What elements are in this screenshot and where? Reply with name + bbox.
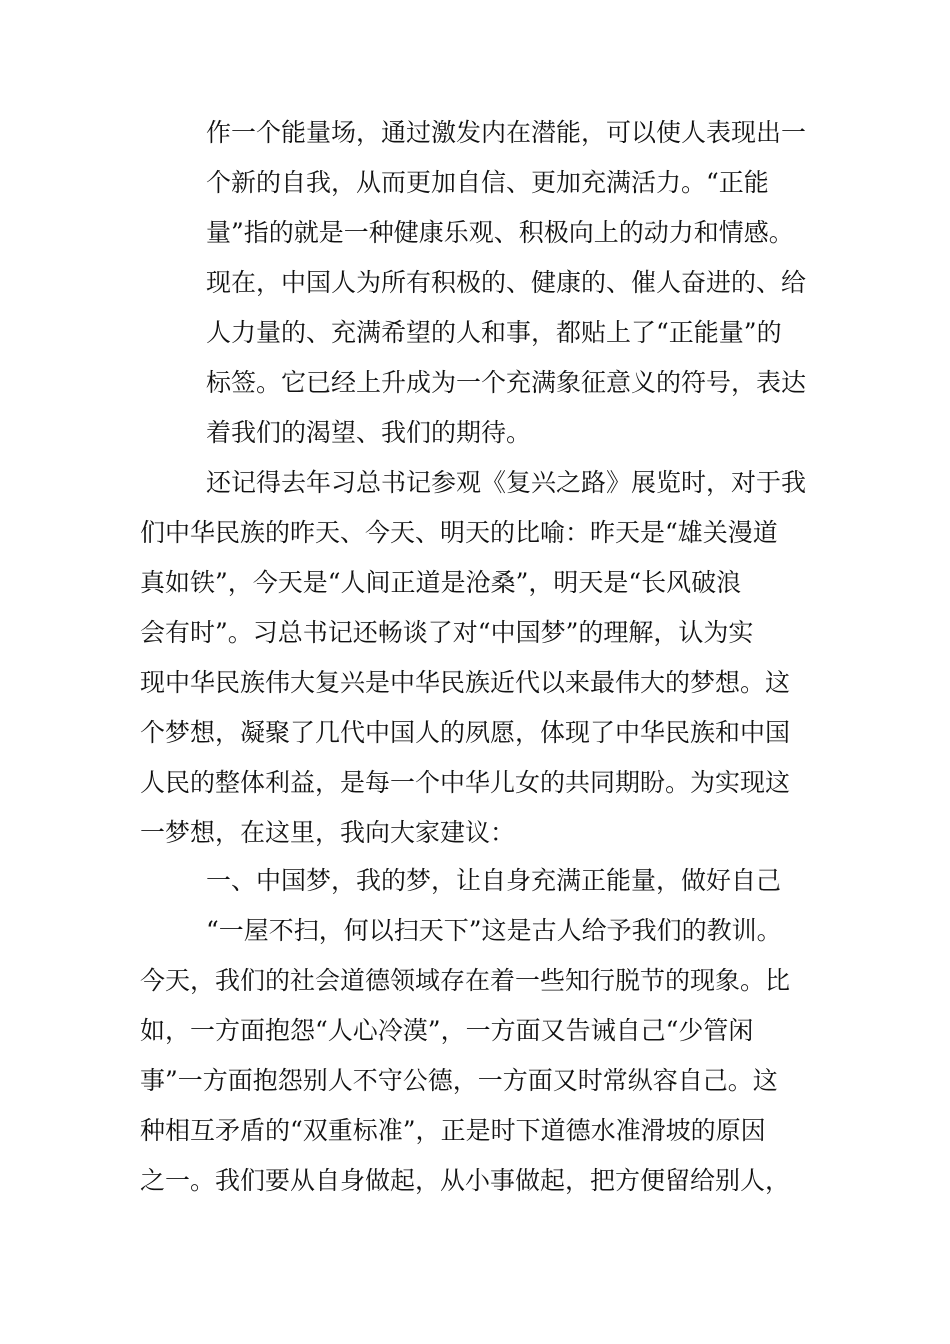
text-line: 着我们的渴望、我们的期待。 xyxy=(206,418,532,447)
paragraph-first-line: 还记得去年习总书记参观《复兴之路》展览时，对于我 xyxy=(206,468,807,497)
text-line: 种相互矛盾的“双重标准”，正是时下道德水准滑坡的原因 xyxy=(140,1116,766,1145)
text-line: 个梦想，凝聚了几代中国人的夙愿，体现了中华民族和中国 xyxy=(140,718,791,747)
text-line: 人民的整体利益，是每一个中华儿女的共同期盼。为实现这 xyxy=(140,768,791,797)
text-line: 现中华民族伟大复兴是中华民族近代以来最伟大的梦想。这 xyxy=(140,668,791,697)
text-line: 们中华民族的昨天、今天、明天的比喻：昨天是“雄关漫道 xyxy=(140,518,778,547)
section-heading: 一、中国梦，我的梦，让自身充满正能量，做好自己 xyxy=(206,866,782,895)
text-line: 个新的自我，从而更加自信、更加充满活力。“正能 xyxy=(206,168,769,197)
text-line: 如，一方面抱怨“人心冷漠”，一方面又告诫自己“少管闲 xyxy=(140,1016,754,1045)
paragraph-first-line: “一屋不扫，何以扫天下”这是古人给予我们的教训。 xyxy=(206,916,782,945)
text-line: 现在，中国人为所有积极的、健康的、催人奋进的、给 xyxy=(206,268,807,297)
text-line: 真如铁”，今天是“人间正道是沧桑”，明天是“长风破浪 xyxy=(140,568,742,597)
text-line: 事”一方面抱怨别人不守公德，一方面又时常纵容自己。这 xyxy=(140,1066,778,1095)
text-line: 会有时”。习总书记还畅谈了对“中国梦”的理解，认为实 xyxy=(140,618,754,647)
text-line: 人力量的、充满希望的人和事，都贴上了“正能量”的 xyxy=(206,318,782,347)
text-line: 标签。它已经上升成为一个充满象征意义的符号，表达 xyxy=(206,368,807,397)
text-line: 之一。我们要从自身做起，从小事做起，把方便留给别人， xyxy=(140,1166,791,1195)
text-line: 作一个能量场，通过激发内在潜能，可以使人表现出一 xyxy=(206,118,807,147)
text-line: 量”指的就是一种健康乐观、积极向上的动力和情感。 xyxy=(206,218,794,247)
text-line: 一梦想，在这里，我向大家建议： xyxy=(140,818,516,847)
text-line: 今天，我们的社会道德领域存在着一些知行脱节的现象。比 xyxy=(140,966,791,995)
